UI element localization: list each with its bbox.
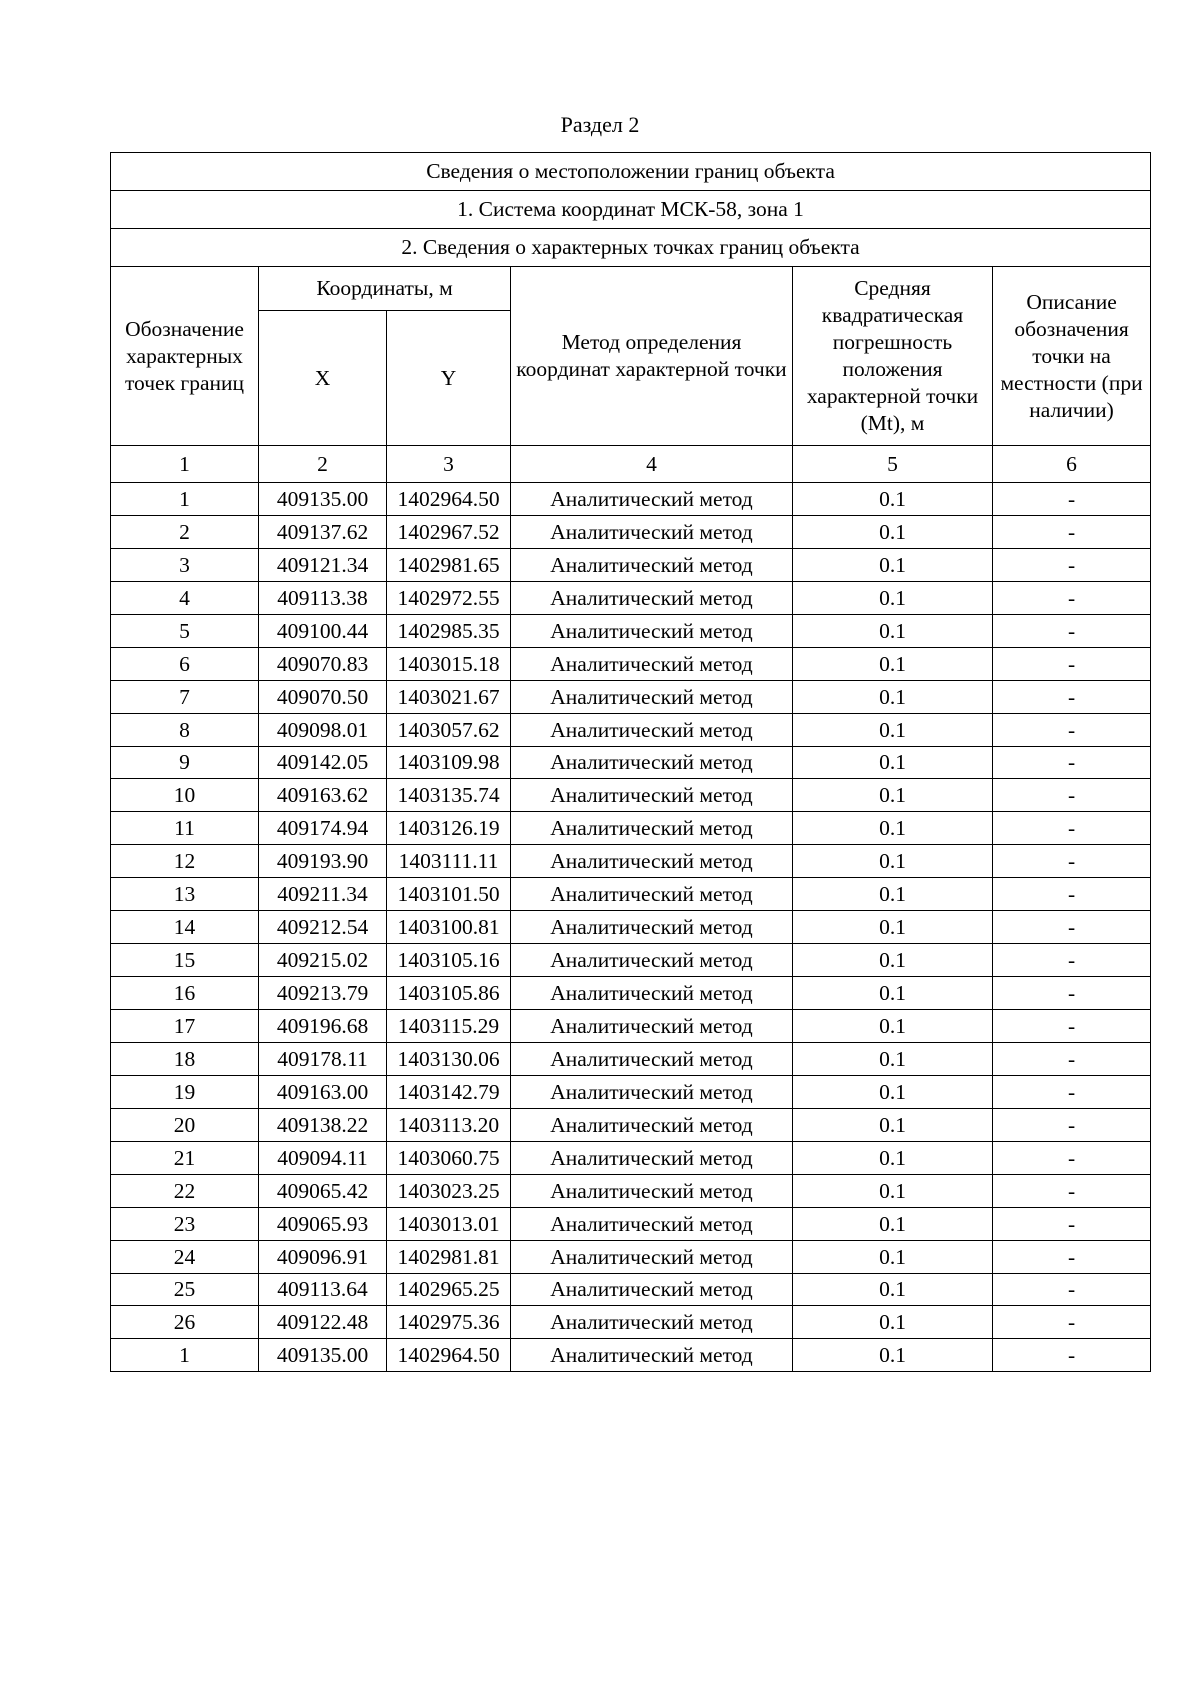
cell-description: -	[993, 1174, 1151, 1207]
cell-point: 21	[111, 1141, 259, 1174]
cell-description: -	[993, 1010, 1151, 1043]
cell-description: -	[993, 581, 1151, 614]
column-number: 2	[259, 446, 387, 483]
cell-point: 3	[111, 548, 259, 581]
cell-x: 409121.34	[259, 548, 387, 581]
table-row	[111, 1207, 1151, 1240]
table-row	[111, 1339, 1151, 1372]
cell-y: 1403130.06	[387, 1042, 511, 1075]
table-row	[111, 911, 1151, 944]
cell-mean-error: 0.1	[793, 1075, 993, 1108]
cell-method: Аналитический метод	[511, 746, 793, 779]
table-row	[111, 1108, 1151, 1141]
cell-point: 24	[111, 1240, 259, 1273]
cell-mean-error: 0.1	[793, 713, 993, 746]
header-row-1	[111, 267, 1151, 311]
banner-row-points-info	[111, 229, 1151, 267]
cell-point: 14	[111, 911, 259, 944]
cell-point: 19	[111, 1075, 259, 1108]
cell-x: 409135.00	[259, 1339, 387, 1372]
cell-method: Аналитический метод	[511, 1108, 793, 1141]
header-description: Описание обозначения точки на местности (при наличии)	[993, 267, 1151, 446]
cell-x: 409070.50	[259, 680, 387, 713]
cell-y: 1402981.65	[387, 548, 511, 581]
cell-method: Аналитический метод	[511, 1141, 793, 1174]
cell-method: Аналитический метод	[511, 548, 793, 581]
cell-y: 1402965.25	[387, 1273, 511, 1306]
cell-mean-error: 0.1	[793, 911, 993, 944]
cell-mean-error: 0.1	[793, 647, 993, 680]
cell-point: 15	[111, 944, 259, 977]
cell-y: 1402967.52	[387, 515, 511, 548]
cell-method: Аналитический метод	[511, 581, 793, 614]
table-row	[111, 1075, 1151, 1108]
header-coordinates: Координаты, м	[259, 267, 511, 311]
cell-mean-error: 0.1	[793, 515, 993, 548]
cell-x: 409163.00	[259, 1075, 387, 1108]
banner-location: Сведения о местоположении границ объекта	[111, 153, 1151, 191]
table-row	[111, 647, 1151, 680]
cell-x: 409174.94	[259, 812, 387, 845]
cell-point: 17	[111, 1010, 259, 1043]
cell-method: Аналитический метод	[511, 812, 793, 845]
table-row	[111, 713, 1151, 746]
table-row	[111, 779, 1151, 812]
cell-mean-error: 0.1	[793, 614, 993, 647]
cell-method: Аналитический метод	[511, 1042, 793, 1075]
cell-point: 22	[111, 1174, 259, 1207]
cell-x: 409122.48	[259, 1306, 387, 1339]
cell-description: -	[993, 977, 1151, 1010]
cell-point: 5	[111, 614, 259, 647]
cell-mean-error: 0.1	[793, 1306, 993, 1339]
cell-point: 4	[111, 581, 259, 614]
table-row	[111, 1306, 1151, 1339]
cell-method: Аналитический метод	[511, 1306, 793, 1339]
cell-x: 409065.42	[259, 1174, 387, 1207]
column-number: 3	[387, 446, 511, 483]
cell-description: -	[993, 1042, 1151, 1075]
cell-x: 409096.91	[259, 1240, 387, 1273]
boundary-points-table	[110, 152, 1151, 1372]
cell-point: 7	[111, 680, 259, 713]
cell-x: 409094.11	[259, 1141, 387, 1174]
cell-description: -	[993, 1075, 1151, 1108]
cell-description: -	[993, 614, 1151, 647]
cell-method: Аналитический метод	[511, 944, 793, 977]
cell-point: 25	[111, 1273, 259, 1306]
cell-mean-error: 0.1	[793, 548, 993, 581]
cell-method: Аналитический метод	[511, 1010, 793, 1043]
cell-y: 1402975.36	[387, 1306, 511, 1339]
header-method: Метод определения координат характерной точки	[511, 267, 793, 446]
banner-row-coord-system	[111, 191, 1151, 229]
cell-x: 409098.01	[259, 713, 387, 746]
cell-mean-error: 0.1	[793, 779, 993, 812]
cell-point: 1	[111, 1339, 259, 1372]
cell-description: -	[993, 1273, 1151, 1306]
cell-point: 26	[111, 1306, 259, 1339]
cell-method: Аналитический метод	[511, 1240, 793, 1273]
cell-x: 409196.68	[259, 1010, 387, 1043]
cell-description: -	[993, 812, 1151, 845]
cell-method: Аналитический метод	[511, 977, 793, 1010]
cell-mean-error: 0.1	[793, 1010, 993, 1043]
cell-description: -	[993, 680, 1151, 713]
column-number: 5	[793, 446, 993, 483]
cell-y: 1403126.19	[387, 812, 511, 845]
cell-x: 409193.90	[259, 845, 387, 878]
cell-point: 10	[111, 779, 259, 812]
table-row	[111, 878, 1151, 911]
cell-mean-error: 0.1	[793, 845, 993, 878]
table-row	[111, 515, 1151, 548]
table-row	[111, 1141, 1151, 1174]
header-designation: Обозначение характерных точек границ	[111, 267, 259, 446]
cell-x: 409211.34	[259, 878, 387, 911]
cell-y: 1403021.67	[387, 680, 511, 713]
cell-point: 18	[111, 1042, 259, 1075]
cell-mean-error: 0.1	[793, 1339, 993, 1372]
cell-point: 23	[111, 1207, 259, 1240]
cell-x: 409142.05	[259, 746, 387, 779]
cell-y: 1403105.86	[387, 977, 511, 1010]
cell-description: -	[993, 483, 1151, 516]
cell-point: 20	[111, 1108, 259, 1141]
cell-mean-error: 0.1	[793, 1273, 993, 1306]
cell-y: 1403109.98	[387, 746, 511, 779]
cell-mean-error: 0.1	[793, 1141, 993, 1174]
cell-y: 1403100.81	[387, 911, 511, 944]
cell-y: 1403105.16	[387, 944, 511, 977]
cell-x: 409212.54	[259, 911, 387, 944]
cell-x: 409215.02	[259, 944, 387, 977]
cell-description: -	[993, 746, 1151, 779]
cell-x: 409163.62	[259, 779, 387, 812]
cell-method: Аналитический метод	[511, 680, 793, 713]
cell-y: 1403057.62	[387, 713, 511, 746]
table-row	[111, 1010, 1151, 1043]
cell-description: -	[993, 1141, 1151, 1174]
cell-y: 1403115.29	[387, 1010, 511, 1043]
cell-method: Аналитический метод	[511, 614, 793, 647]
cell-method: Аналитический метод	[511, 1075, 793, 1108]
cell-point: 2	[111, 515, 259, 548]
cell-y: 1403023.25	[387, 1174, 511, 1207]
table-row	[111, 977, 1151, 1010]
table-row	[111, 1273, 1151, 1306]
cell-description: -	[993, 1108, 1151, 1141]
table-row	[111, 548, 1151, 581]
section-title: Раздел 2	[560, 112, 640, 137]
cell-x: 409070.83	[259, 647, 387, 680]
cell-x: 409100.44	[259, 614, 387, 647]
cell-x: 409065.93	[259, 1207, 387, 1240]
cell-method: Аналитический метод	[511, 1207, 793, 1240]
cell-y: 1403113.20	[387, 1108, 511, 1141]
cell-x: 409135.00	[259, 483, 387, 516]
cell-method: Аналитический метод	[511, 1273, 793, 1306]
cell-description: -	[993, 713, 1151, 746]
cell-mean-error: 0.1	[793, 878, 993, 911]
cell-point: 6	[111, 647, 259, 680]
cell-description: -	[993, 779, 1151, 812]
cell-description: -	[993, 515, 1151, 548]
cell-point: 13	[111, 878, 259, 911]
table-row	[111, 944, 1151, 977]
cell-mean-error: 0.1	[793, 944, 993, 977]
cell-point: 8	[111, 713, 259, 746]
table-row	[111, 1240, 1151, 1273]
cell-y: 1403015.18	[387, 647, 511, 680]
cell-x: 409113.64	[259, 1273, 387, 1306]
column-numbers-row	[111, 446, 1151, 483]
cell-description: -	[993, 1339, 1151, 1372]
cell-point: 1	[111, 483, 259, 516]
table-row	[111, 483, 1151, 516]
cell-mean-error: 0.1	[793, 1174, 993, 1207]
table-row	[111, 746, 1151, 779]
banner-points-info: 2. Сведения о характерных точках границ объекта	[111, 229, 1151, 267]
table-row	[111, 614, 1151, 647]
cell-x: 409138.22	[259, 1108, 387, 1141]
banner-coord-system: 1. Система координат МСК-58, зона 1	[111, 191, 1151, 229]
header-x: X	[259, 311, 387, 446]
cell-mean-error: 0.1	[793, 680, 993, 713]
cell-y: 1402981.81	[387, 1240, 511, 1273]
cell-method: Аналитический метод	[511, 647, 793, 680]
cell-description: -	[993, 548, 1151, 581]
header-mean-error: Средняя квадратическая погрешность положения характерной точки (Mt), м	[793, 267, 993, 446]
cell-description: -	[993, 911, 1151, 944]
column-number: 4	[511, 446, 793, 483]
cell-mean-error: 0.1	[793, 1042, 993, 1075]
header-y: Y	[387, 311, 511, 446]
cell-method: Аналитический метод	[511, 1174, 793, 1207]
table-row	[111, 1174, 1151, 1207]
cell-method: Аналитический метод	[511, 878, 793, 911]
table-row	[111, 1042, 1151, 1075]
table-body	[111, 153, 1151, 1372]
cell-description: -	[993, 647, 1151, 680]
cell-method: Аналитический метод	[511, 779, 793, 812]
cell-method: Аналитический метод	[511, 1339, 793, 1372]
cell-y: 1402972.55	[387, 581, 511, 614]
cell-description: -	[993, 845, 1151, 878]
column-number: 6	[993, 446, 1151, 483]
cell-point: 11	[111, 812, 259, 845]
cell-mean-error: 0.1	[793, 1207, 993, 1240]
cell-description: -	[993, 944, 1151, 977]
cell-method: Аналитический метод	[511, 911, 793, 944]
table-row	[111, 680, 1151, 713]
cell-point: 16	[111, 977, 259, 1010]
cell-y: 1402985.35	[387, 614, 511, 647]
cell-x: 409178.11	[259, 1042, 387, 1075]
cell-mean-error: 0.1	[793, 483, 993, 516]
cell-y: 1402964.50	[387, 1339, 511, 1372]
cell-point: 12	[111, 845, 259, 878]
cell-description: -	[993, 878, 1151, 911]
cell-y: 1403135.74	[387, 779, 511, 812]
banner-row-location	[111, 153, 1151, 191]
cell-description: -	[993, 1306, 1151, 1339]
cell-x: 409213.79	[259, 977, 387, 1010]
cell-method: Аналитический метод	[511, 483, 793, 516]
cell-mean-error: 0.1	[793, 1240, 993, 1273]
cell-mean-error: 0.1	[793, 581, 993, 614]
cell-x: 409113.38	[259, 581, 387, 614]
table-row	[111, 581, 1151, 614]
cell-x: 409137.62	[259, 515, 387, 548]
cell-method: Аналитический метод	[511, 845, 793, 878]
table-row	[111, 812, 1151, 845]
cell-mean-error: 0.1	[793, 1108, 993, 1141]
cell-method: Аналитический метод	[511, 515, 793, 548]
cell-y: 1402964.50	[387, 483, 511, 516]
cell-y: 1403013.01	[387, 1207, 511, 1240]
table-row	[111, 845, 1151, 878]
cell-y: 1403101.50	[387, 878, 511, 911]
cell-method: Аналитический метод	[511, 713, 793, 746]
cell-y: 1403142.79	[387, 1075, 511, 1108]
cell-mean-error: 0.1	[793, 977, 993, 1010]
cell-y: 1403060.75	[387, 1141, 511, 1174]
cell-mean-error: 0.1	[793, 746, 993, 779]
cell-y: 1403111.11	[387, 845, 511, 878]
cell-description: -	[993, 1240, 1151, 1273]
cell-description: -	[993, 1207, 1151, 1240]
column-number: 1	[111, 446, 259, 483]
cell-point: 9	[111, 746, 259, 779]
cell-mean-error: 0.1	[793, 812, 993, 845]
